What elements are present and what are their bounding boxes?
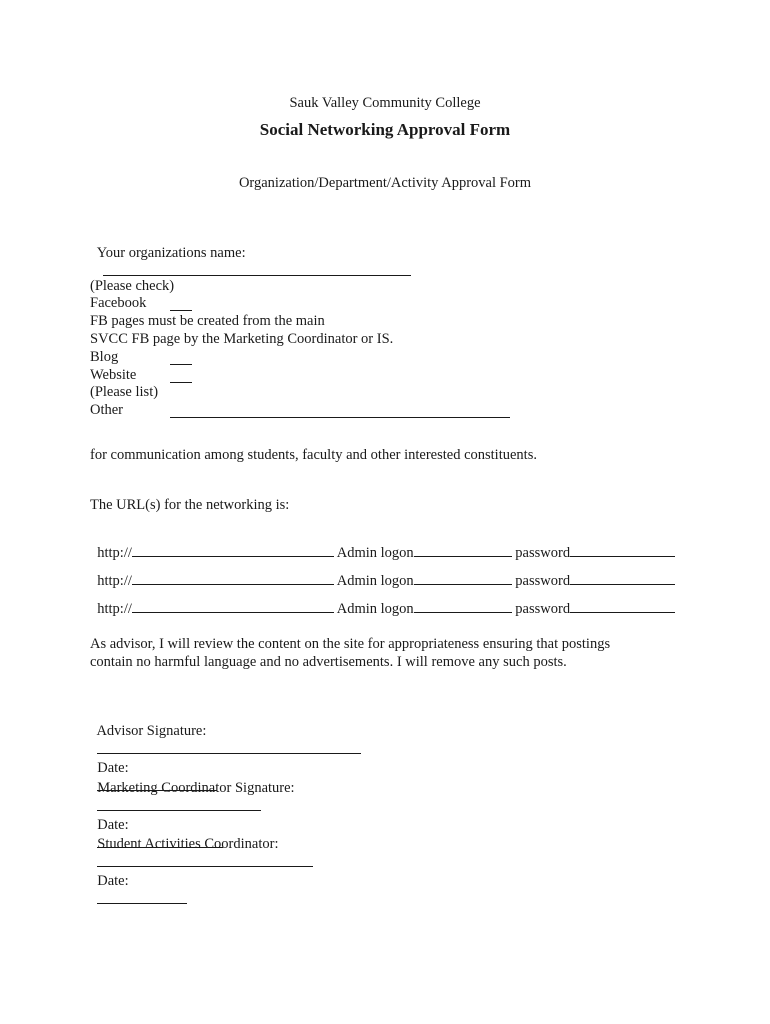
url-heading: The URL(s) for the networking is:: [90, 497, 290, 513]
url-prefix: http://: [97, 573, 132, 589]
student-activities-signature-field[interactable]: [97, 853, 313, 867]
admin-logon-field[interactable]: [414, 599, 512, 613]
admin-logon-label: Admin logon: [336, 573, 414, 589]
url-row: [90, 581, 675, 618]
date-label: Date:: [97, 817, 129, 833]
fb-note-line2: SVCC FB page by the Marketing Coordinator or IS.: [90, 331, 394, 347]
please-list-note: (Please list): [90, 384, 159, 400]
marketing-signature-field[interactable]: [97, 797, 261, 811]
please-check-note: (Please check): [90, 278, 175, 294]
purpose-text: for communication among students, faculty and other interested constituents.: [90, 447, 537, 463]
url-field[interactable]: [132, 599, 334, 613]
website-label: Website: [90, 367, 137, 383]
student-activities-label: Student Activities Coordinator:: [97, 836, 279, 852]
org-name-row: [90, 226, 411, 281]
institution-name: Sauk Valley Community College: [289, 95, 481, 111]
password-field[interactable]: [570, 599, 675, 613]
other-label: Other: [90, 402, 124, 418]
password-label: password: [515, 545, 571, 561]
blog-checkbox[interactable]: [170, 351, 192, 365]
advisor-signature-label: Advisor Signature:: [96, 723, 207, 739]
date-label: Date:: [97, 760, 129, 776]
page-title: Social Networking Approval Form: [259, 120, 511, 139]
student-activities-signature-row: [90, 817, 313, 909]
org-name-field[interactable]: [103, 262, 411, 276]
marketing-signature-label: Marketing Coordinator Signature:: [97, 780, 295, 796]
facebook-label: Facebook: [90, 295, 147, 311]
advisor-statement-line1: As advisor, I will review the content on the site for appropriateness ensuring that postings: [90, 636, 611, 652]
facebook-checkbox[interactable]: [170, 297, 192, 311]
advisor-signature-field[interactable]: [97, 740, 361, 754]
fb-note-line1: FB pages must be created from the main: [90, 313, 325, 329]
form-subtitle: Organization/Department/Activity Approval Form: [238, 175, 532, 191]
date-label: Date:: [97, 873, 129, 889]
password-label: password: [515, 601, 571, 617]
password-label: password: [515, 573, 571, 589]
student-activities-date-field[interactable]: [97, 890, 187, 904]
website-checkbox[interactable]: [170, 369, 192, 383]
other-field[interactable]: [170, 404, 510, 418]
blog-label: Blog: [90, 349, 119, 365]
org-name-label: Your organizations name:: [96, 245, 246, 261]
admin-logon-label: Admin logon: [336, 601, 414, 617]
admin-logon-label: Admin logon: [336, 545, 414, 561]
url-prefix: http://: [97, 601, 132, 617]
url-prefix: http://: [97, 545, 132, 561]
advisor-statement-line2: contain no harmful language and no advertisements. I will remove any such posts.: [90, 654, 567, 670]
